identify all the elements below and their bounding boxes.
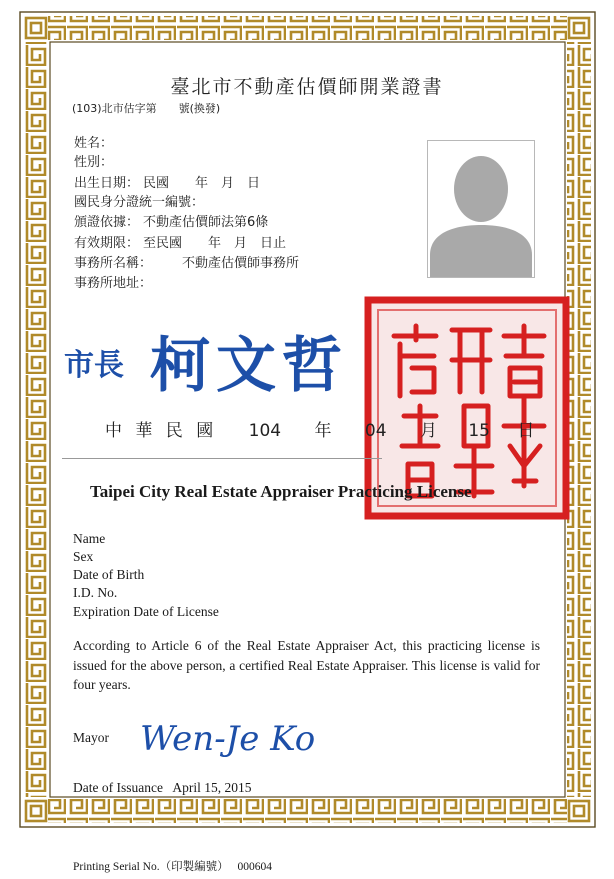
section-divider bbox=[62, 458, 382, 459]
date-year: 104 bbox=[248, 421, 282, 441]
date-prefix: 中 華 民 國 bbox=[105, 421, 218, 441]
field-label: 國民身分證統一編號： bbox=[74, 195, 205, 210]
field-value: 不動產估價師事務所 bbox=[156, 256, 300, 271]
certificate-title-cn: 臺北市不動產估價師開業證書 bbox=[170, 76, 444, 98]
mayor-label-en: Mayor bbox=[73, 730, 109, 745]
field-label: 姓名： bbox=[74, 136, 114, 151]
certificate-title-en: Taipei City Real Estate Appraiser Practicing License bbox=[90, 482, 472, 501]
field-value: 不動產估價師法第6條 bbox=[143, 215, 269, 230]
license-statement: According to Article 6 of the Real Estate Appraiser Act, this practicing license is issued for the above person, a certified Real Estate Appraiser. This license is valid for four years. bbox=[73, 638, 540, 692]
field-office-name bbox=[74, 256, 299, 271]
field-label: 出生日期： bbox=[74, 176, 140, 191]
mayor-title-cn: 市長 bbox=[64, 348, 124, 383]
field-basis bbox=[74, 215, 268, 230]
field-value: 民國 年 月 日 bbox=[143, 176, 261, 191]
field-label: 事務所地址： bbox=[74, 276, 153, 291]
serial-label: Printing Serial No.（印製編號） bbox=[73, 861, 229, 873]
date-month: 04 bbox=[364, 421, 387, 441]
field-name bbox=[74, 136, 117, 151]
mayor-signature-cn: 柯文哲 bbox=[150, 331, 348, 401]
serial-value: 000604 bbox=[237, 861, 272, 873]
issuance-line bbox=[73, 780, 251, 796]
field-id-number bbox=[74, 195, 208, 210]
en-field-birth-date: Date of Birth bbox=[73, 567, 145, 582]
field-sex bbox=[74, 155, 117, 170]
en-field-sex: Sex bbox=[73, 549, 94, 564]
en-field-id-number: I.D. No. bbox=[73, 585, 118, 600]
field-birth-date bbox=[74, 176, 260, 191]
field-value: 至民國 年 月 日止 bbox=[143, 236, 287, 251]
date-day: 15 bbox=[468, 421, 490, 441]
certificate-number-line: (103)北市估字第 號(換發) bbox=[72, 102, 221, 115]
issuance-label: Date of Issuance bbox=[73, 780, 163, 795]
svg-text:Wen-Je Ko: Wen-Je Ko bbox=[140, 719, 316, 759]
field-label: 事務所名稱： bbox=[74, 256, 153, 271]
date-day-unit: 日 bbox=[517, 421, 535, 441]
field-validity bbox=[74, 236, 286, 251]
issue-date-cn bbox=[105, 416, 534, 441]
issuance-date: April 15, 2015 bbox=[172, 780, 252, 795]
date-month-unit: 月 bbox=[419, 421, 437, 441]
date-year-unit: 年 bbox=[314, 421, 332, 441]
printing-serial bbox=[73, 858, 272, 874]
field-label: 有效期限： bbox=[74, 236, 140, 251]
en-field-expiration: Expiration Date of License bbox=[73, 604, 219, 619]
mayor-signature-en bbox=[138, 712, 348, 760]
field-office-address bbox=[74, 276, 156, 291]
field-label: 性別： bbox=[74, 155, 114, 170]
photo-placeholder bbox=[427, 140, 535, 278]
en-field-name: Name bbox=[73, 531, 106, 546]
person-silhouette-icon bbox=[428, 141, 534, 277]
field-label: 頒證依據： bbox=[74, 215, 140, 230]
